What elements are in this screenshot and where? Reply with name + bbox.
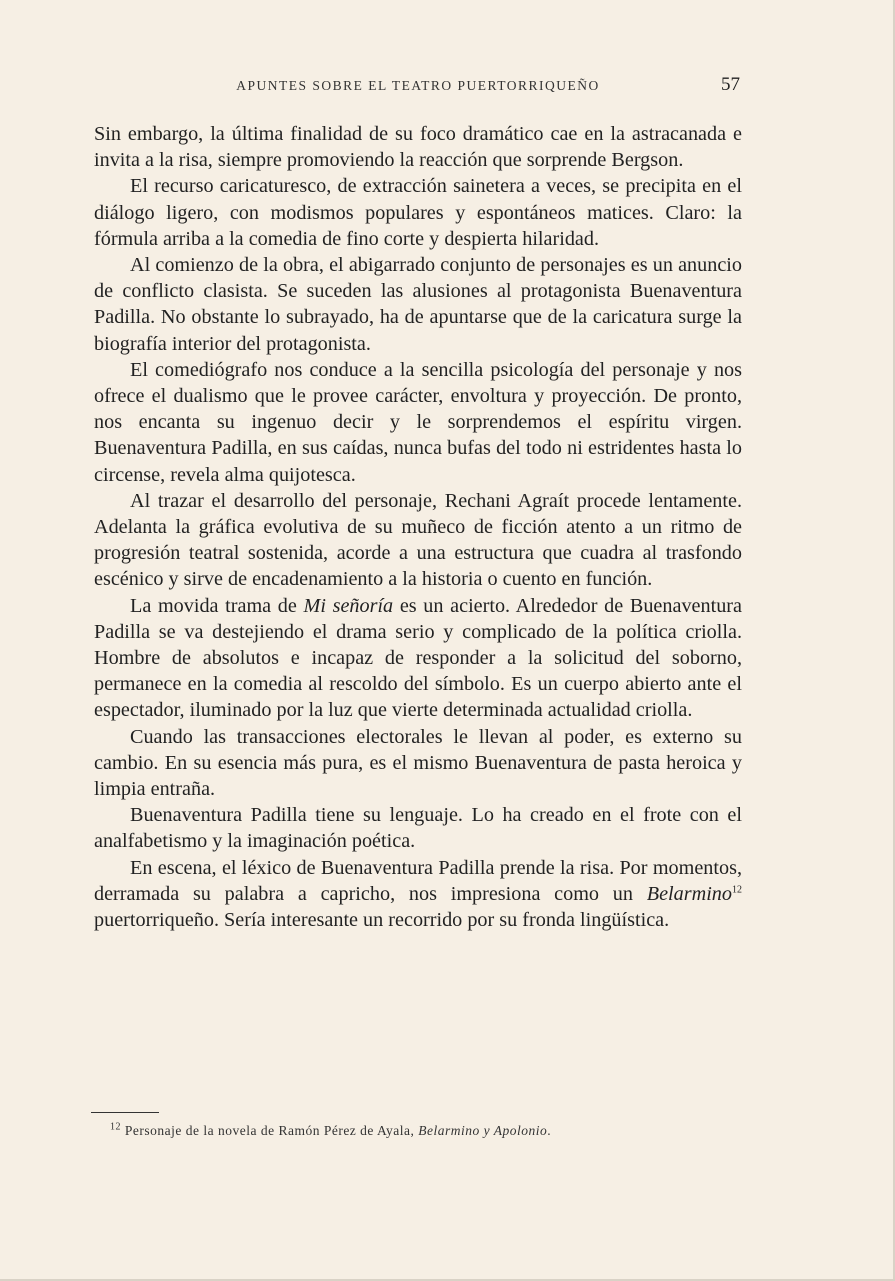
footnote-italic-title: Belarmino y Apolonio <box>418 1123 548 1138</box>
footnote-text-a: Personaje de la novela de Ramón Pérez de Ayala, <box>121 1123 419 1138</box>
footnote <box>110 1123 750 1139</box>
paragraph-4: El comediógrafo nos conduce a la sencilla psicología del personaje y nos ofrece el dualismo que le provee carácter, envoltura y proyección. De pronto, nos encanta su ingenuo decir y le sorprendemos el espíritu virgen. Buenaventura Padilla, en sus caídas, nunca bufas del todo ni estridentes hasta lo circense, revela alma quijotesca. <box>94 358 742 486</box>
work-title-italic: Mi señoría <box>303 594 394 617</box>
body-text <box>94 121 742 933</box>
paragraph-6-text-b: es un acierto. Alrededor de Buenaventura Padilla se va destejiendo el drama serio y complicado de la política criolla. Hombre de absolutos e incapaz de responder a la solicitud del soborno, permanece en la comedia al rescoldo del símbolo. Es un cuerpo abierto ante el espectador, iluminado por la luz que vierte determinada actualidad criolla. <box>94 594 742 722</box>
belarmino-italic: Belarmino <box>646 882 732 905</box>
paragraph-8: Buenaventura Padilla tiene su lenguaje. Lo ha creado en el frote con el analfabetismo y la imaginación poética. <box>94 804 742 853</box>
paragraph-5: Al trazar el desarrollo del personaje, Rechani Agraít procede lentamente. Adelanta la gráfica evolutiva de su muñeco de ficción atento a un ritmo de progresión teatral sostenida, acorde a una estructura que cuadra al trasfondo escénico y sirve de encadenamiento a la historia o cuento en función. <box>94 489 742 591</box>
paragraph-3: Al comienzo de la obra, el abigarrado conjunto de personajes es un anuncio de conflicto clasista. Se suceden las alusiones al protagonista Buenaventura Padilla. No obstante lo subrayado, ha de apuntarse que de la caricatura surge la biografía interior del protagonista. <box>94 254 742 355</box>
paragraph-9-text-a: En escena, el léxico de Buenaventura Padilla prende la risa. Por momentos, derramada su palabra a capricho, nos impresiona como un <box>94 856 742 905</box>
paragraph-1: Sin embargo, la última finalidad de su foco dramático cae en la astracanada e invita a la risa, siempre promoviendo la reacción que sorprende Bergson. <box>94 123 742 172</box>
paragraph-6-text-a: La movida trama de <box>130 594 304 617</box>
paragraph-9-text-b: puertorriqueño. Sería interesante un recorrido por su fronda lingüística. <box>94 909 670 932</box>
page-header <box>94 74 742 98</box>
footnote-separator <box>91 1112 159 1113</box>
footnote-reference: 12 <box>732 884 742 896</box>
running-title: APUNTES SOBRE EL TEATRO PUERTORRIQUEÑO <box>236 78 600 93</box>
paragraph-6 <box>94 593 742 724</box>
paragraph-2: El recurso caricaturesco, de extracción sainetera a veces, se precipita en el diálogo ligero, con modismos populares y espontáneos matices. Claro: la fórmula arriba a la comedia de fino corte y despierta hilaridad. <box>94 175 742 250</box>
page-number: 57 <box>721 74 740 95</box>
footnote-text-b: . <box>547 1123 552 1138</box>
paragraph-9 <box>94 855 742 934</box>
footnote-number: 12 <box>110 1121 121 1133</box>
paragraph-7: Cuando las transacciones electorales le llevan al poder, es externo su cambio. En su esencia más pura, es el mismo Buenaventura de pasta heroica y limpia entraña. <box>94 725 742 801</box>
